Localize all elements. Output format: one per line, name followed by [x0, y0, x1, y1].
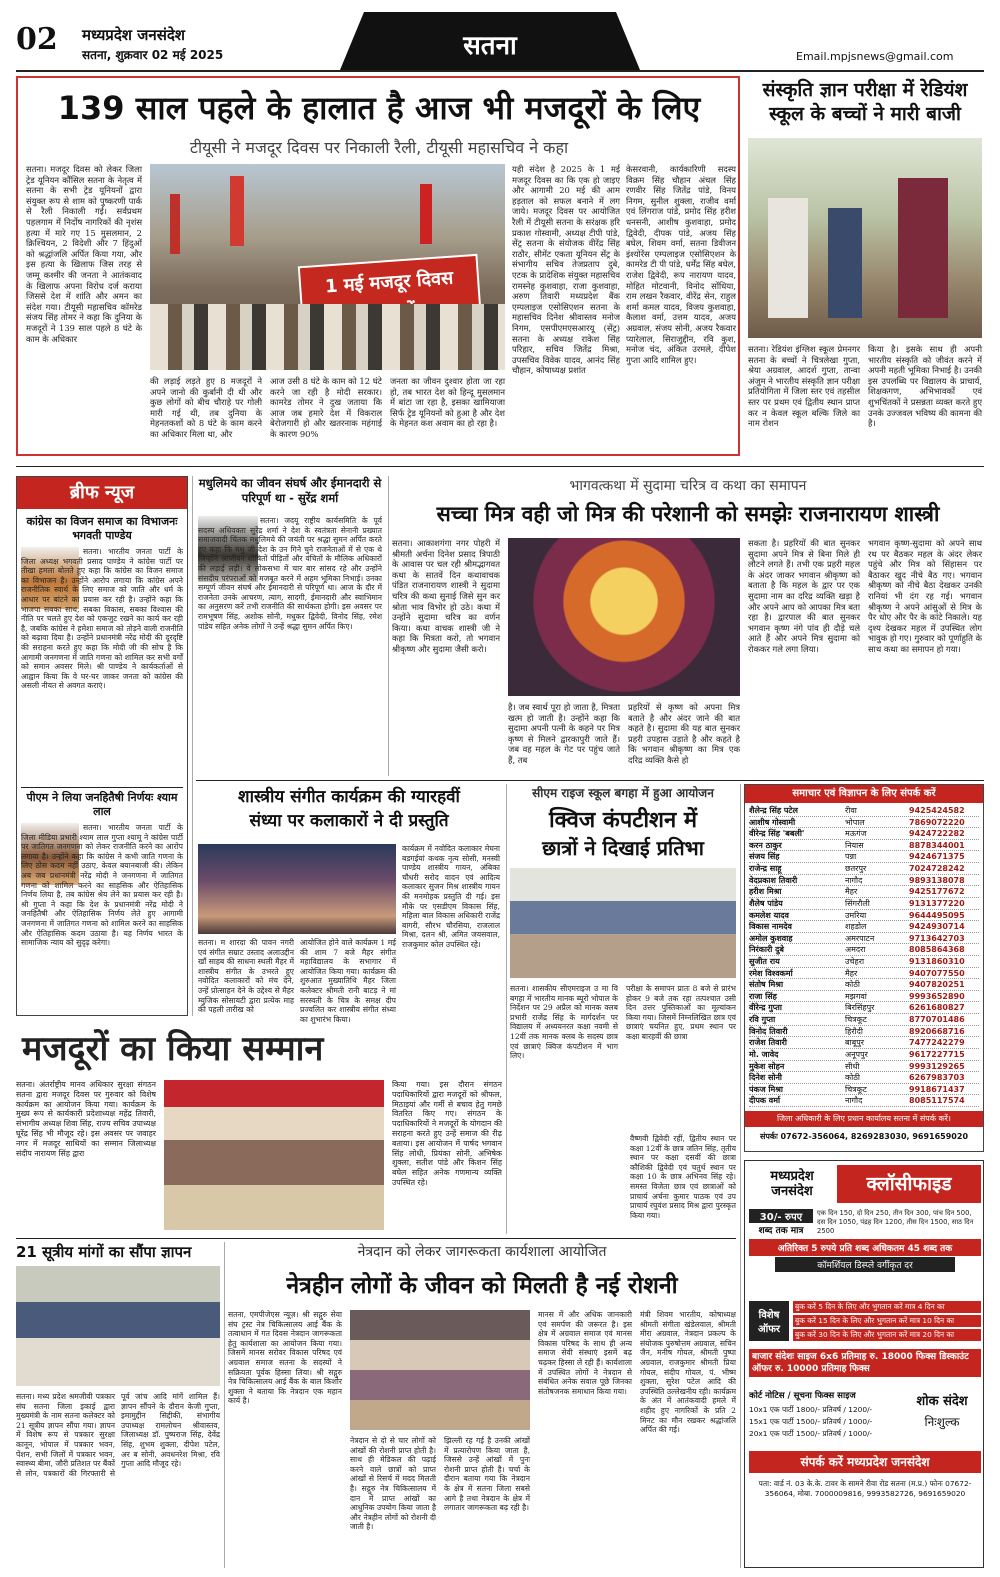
concert-col3: कार्यक्रम में नवोदित कलाकार मेघना बडगईयां कथक नृत्य सोसी, मनस्वी पाण्डेय शास्त्रीय गायन, अंबिका चौधरी सरोद वादन एवं आदित्य कलाकार सुजन मिश्र शास्त्रीय गायन की मनमोहक प्रस्तुति दी गई। इस मौके पर एसडीएम विकास सिंह, महिला बाल विकास अधिकारी राजेंद्र बागरी, सौरभ चौरसिया, राजलाल मिश्रा, दलन श्री, अमित जयसवाल, राजकुमार कोल उपस्थित रहे। — [402, 844, 500, 949]
masthead — [0, 0, 1000, 72]
rate-sub: शब्द तक मात्र — [758, 1226, 804, 1236]
madhu-headline: मधुलिमये का जीवन संघर्ष और ईमानदारी से परिपूर्ण था - सुरेंद्र शर्मा — [198, 476, 382, 505]
cmrise-col2: परीक्षा के समापन प्रातः 8 बजे से प्रारंभ होकर 9 बजे तक रहा तत्पश्चात उसी दिन उत्तर पुस्तिकाओं का मूल्यांकन किया गया। जिसमें निम्नलिखित छात्र एवं छात्राएं चयनित हुए, प्रथम स्थान पर कक्षा बारहवीं की छात्रा — [626, 984, 736, 1041]
cmrise-headline-1: क्विज कंपटीशन में — [548, 808, 698, 833]
contact-name: निरंकारी दुबे — [749, 945, 784, 955]
brief-label: ब्रीफ न्यूज — [17, 477, 187, 509]
contact-row — [749, 817, 979, 829]
bhagwat-story — [392, 476, 984, 776]
contact-city: अमरपाटन — [845, 933, 875, 943]
gyapan-headline: 21 सूत्रीय मांगों का सौंपा ज्ञापन — [16, 1243, 192, 1261]
classified-address: पता: वार्ड नं. 03 के.के. टावर के सामने रीवा रोड सतना (म.प्र.) फोनः 07672-356064, मोबा. 7000009816, 9993582726, 9691659020 — [758, 1479, 972, 1498]
brief1-text: सतना। भारतीय जनता पार्टी के जिला अध्यक्ष भगवती प्रसाद पाण्डेय ने कांग्रेस पार्टी पर तीखा हमला बोलते हुए कहा कि कांग्रेस का विजन समाज का विभाजन है। उन्होंने आरोप लगाया कि कांग्रेस अपने राजनीतिक स्वार्थ के लिए समाज को जाति और धर्म के आधार पर बांटने का प्रयास कर रही है। उन्होंने कहा कि भाजपा सबका साथ, सबका विकास, सबका विश्वास की नीति पर चलते हुए देश को एकजुट रखने का कार्य कर रही है, जबकि कांग्रेस ने हमेशा समाज को तोड़ने वाली राजनीति को बढ़ावा दिया है। उन्होंने प्रधानमंत्री नरेंद्र मोदी की दूरदृष्टि की सराहना करते हुए कहा कि मोदी जी की सोच है कि आगामी जनगणना में जाति गणना को शामिल कर सभी वर्गों को समान अवसर मिले। श्री पाण्डेय ने कार्यकर्ताओं से आह्वान किया कि वे घर-घर जाकर जनता को कांग्रेस की असली नीयत से अवगत कराएं। — [21, 547, 183, 691]
contact-name: वीरेन्द्र गुप्ता — [749, 1003, 782, 1013]
contact-phone: 9644495095 — [909, 910, 965, 920]
contact-phone: 6267983703 — [909, 1073, 965, 1083]
concert-story — [196, 784, 502, 1024]
contact-city: कोठी — [845, 1073, 860, 1083]
gyapan-text: सतना। मध्य प्रदेश श्रमजीवी पत्रकार संघ सतना जिला इकाई द्वारा मुख्यमंत्री के नाम सतना कलेक्टर को 21 सूत्रीय ज्ञापन सौंपा गया। ज्ञापन में विशेष रूप से पत्रकार सुरक्षा कानून, भोपाल में पत्रकार भवन, पेंशन, सभी जिलों में पत्रकार भवन, स्वास्थ्य बीमा, जौरी प्रतिशत पर बैंकों से लोन, पत्रकारों की गिरफ्तारी से पूर्व जांच आदि मांगें शामिल हैं। ज्ञापन सौंपने के दौरान केजी गुप्ता, इमामुद्दीन सिद्दीकी, संभागीय उपाध्यक्ष रामलोचन श्रीवास्तव, जिलाध्यक्ष डॉ. पुष्पराज सिंह, देवेंद्र सिंह, शुभम शुक्ला, दीपेश पटेल, अर ब सोनी, अवधनरेश मिश्रा, रवि गुप्ता आदि मौजूद रहे। — [16, 1392, 220, 1478]
classified-box — [744, 1160, 984, 1568]
offer-line-3: बुक करें 30 दिन के लिए और भुगतान करें मात्र 20 दिन का — [793, 1329, 981, 1341]
classified-brand: मध्यप्रदेश जनसंदेश — [770, 1169, 814, 1199]
contact-city: उचेहरा — [845, 957, 865, 966]
eye-photo — [350, 1310, 530, 1430]
labour-photo — [164, 1080, 384, 1230]
lead-col2: की लड़ाई लड़ते हुए 8 मजदूरों ने अपने जानो की कुर्बानी दी थी और कुछ लोगों को बीच चौराहे पर गोली मारी गई थी, तब दुनिया के मेहनतकशों को 8 घंटे के काम करने का अधिकार मिला था, और — [150, 376, 262, 439]
contact-name: हरीश मिश्रा — [749, 887, 782, 897]
contact-phone: 9407820251 — [909, 980, 965, 990]
contact-city: नागौद — [845, 1096, 863, 1106]
labour-col1: सतना। अंतर्राष्ट्रीय मानव अधिकार सुरक्षा संगठन सतना द्वारा मजदूर दिवस पर गुरुवार को विशेष कार्यक्रम का आयोजन किया गया। कार्यक्रम के मुख्य रूप से कार्यकारी प्रदेशाध्यक्ष महेंद्र तिवारी, संभागीय अध्यक्ष शिवा सिंह, राज्य सचिव उपाध्यक्ष घूरेंद्र सिंह भी मौजूद रहे। इस अवसर पर जवाहर नगर में मजदूर साथियों का सम्मान जिलाध्यक्ष संदीप नारायण सिंह द्वारा — [16, 1080, 156, 1158]
cmrise-col-continued — [510, 1134, 622, 1230]
contact-name: आशीष गोस्वामी — [749, 817, 796, 827]
contact-city: चित्रकूट — [845, 1015, 867, 1025]
contact-name: विनोद तिवारी — [749, 1026, 788, 1036]
lead-headline: 139 साल पहले के हालात है आज भी मजदूरों के लिए — [57, 89, 701, 127]
contact-name: संजय सिंह — [749, 852, 780, 862]
contact-row — [749, 956, 979, 968]
eye-col2: नेत्रदान से दो से चार लोगों को आंखों की रोशनी प्राप्त होती है। साथ ही मेडिकल की पढ़ाई करने वाले छात्रों को प्राप्त आंखों से रिसर्च में मदद मिलती है। सद्गुरु नेत्र चिकित्सालय में दान में प्राप्त आंखों का आधुनिक उपयोग किया जाता है और नेत्रहीन लोगों को रोशनी दी जाती है। — [350, 1436, 436, 1532]
contact-phone: 9893138078 — [909, 875, 965, 885]
contact-name: रमेश विश्वकर्मा — [749, 968, 793, 978]
eye-headline: नेत्रहीन लोगों के जीवन को मिलती है नई रोशनी — [286, 1273, 678, 1299]
contact-city: मझगवां — [845, 991, 867, 1001]
contact-phone: 9993129265 — [909, 1061, 965, 1071]
offer-line-2: बुक करें 15 दिन के लिए और भुगतान करें मात्र 10 दिन का — [793, 1315, 981, 1327]
contact-row — [749, 1014, 979, 1026]
lead-col6: केसरवानी, कार्यकारिणी सदस्य विक्रम सिंह चौहान अंचल सिंह रणवीर सिंह जितेंद्र पांडे, विनय निगम, सुनील शुक्ला, राजीव वर्मा एवं लिंगराज पांडे, प्रमोद सिंह हरीश धनसनी, आशीष कुशवाहा, प्रमोद द्विवेदी, दीपक पांडे, अजय सिंह बघेल, शिवम वर्मा, सतना डिवीजन इंश्योरेंस एम्पलाइज एसोसिएशन के कामरेड टी पी पांडे, धर्मेंद्र सिंह बघेल, राजेश द्विवेदी, रूप नारायण यादव, मोहित मोटवानी, विनोद सोंधिया, राम लखन रैकवार, वीरेंद्र सेन, राहुल शर्मा कमल यादव, विजय कुशवाहा, कैलाश वर्मा, उत्तम यादव, अजय अग्रवाल, संजय सोनी, अजय रैकवार प्यारेलाल, सिराजुद्दीन, रवि कुश, मनोज चंद, अंकित उरमले, दीपेश गुप्ता आदि शामिल हुए। — [626, 164, 736, 365]
contact-row — [749, 1049, 979, 1061]
contact-name: वेदप्रकाश तिवारी — [749, 875, 798, 885]
contact-city: नियास — [845, 840, 864, 850]
contact-name: संतोष मिश्रा — [749, 980, 784, 990]
contact-row — [749, 991, 979, 1003]
contact-row — [749, 898, 979, 910]
contact-city: कोठी — [845, 980, 860, 990]
contact-phone: 8770701486 — [909, 1015, 965, 1025]
contact-city: मैहर — [845, 968, 858, 978]
court-line-2: 15x1 एक पार्टी 1500/- प्रतिवर्ष / 1000/- — [749, 1417, 873, 1426]
contact-name: शैलेन्द्र सिंह पटेल — [749, 806, 798, 815]
contact-name: राजेन्द्र साहू — [749, 864, 782, 874]
contact-row — [749, 1072, 979, 1084]
contact-phone: 9131860310 — [909, 957, 965, 966]
contact-row — [749, 875, 979, 887]
cmrise-col3: वैष्णवी द्विवेदी रहीं, द्वितीय स्थान पर कक्षा 12वीं के छात्र जतिन सिंह, तृतीय स्थान पर कक्षा दसवीं की छात्रा कौशिकी द्विवेदी एवं चतुर्थ स्थान पर कक्षा 10 के छात्र अभिनव सिंह रहे। समस्त विजेता छात्र एवं छात्राओं को प्राचार्य अर्चना कुमार पाठक एवं उप प्राचार्य रघुवंश प्रसाद मिश्र द्वारा पुरस्कृत किया गया। — [630, 1134, 736, 1220]
lead-col3: आज उसी 8 घंटे के काम को 12 घंटे करने जा रही है मोदी सरकार। कामरेड तोमर ने दुख जताया कि आज जब हमारे देश में विकराल बेरोजगारी हो और खतरनाक महंगाई के कारण 90% — [270, 376, 382, 439]
contact-row — [749, 933, 979, 945]
school-col1: सतना। रेडियंश इंग्लिश स्कूल प्रेमनगर सतना के बच्चों ने चित्रलेखा गुप्ता, श्रेया अग्रवाल, आदर्श गुप्ता, तान्वा अंजुम ने भारतीय संस्कृति ज्ञान परीक्षा प्रतियोगिता में जिला स्तर एवं तहसील स्तर पर प्रथम एवं द्वितीय स्थान प्राप्त कर न केवल स्कूल बल्कि जिले का नाम रोशन — [748, 344, 860, 429]
gyapan-story — [16, 1242, 220, 1568]
contact-row — [749, 944, 979, 956]
contact-row — [749, 886, 979, 898]
contact-phone: 7869072220 — [909, 817, 965, 827]
labour-col2: किया गया। इस दौरान संगठन पदाधिकारियों द्वारा मजदूरों को श्रीफल, मिठाइयां और गर्मी से बचाव हेतु गमछे वितरित किए गए। संगठन के पदाधिकारियों ने मजदूरों के योगदान की सराहना करते हुए उन्हें समाज की रीढ़ बताया। इस आयोजन में पार्षद भगवान सिंह लोधी, प्रियंका सोनी, अभिषेक शुक्ला, सतीश पांडे और किशन सिंह बघेल सहित अनेक गणमान्य व्यक्ति उपस्थित रहे। — [392, 1080, 502, 1187]
offer-label: विशेष ऑफर — [749, 1301, 789, 1341]
contacts-phone: संपर्कः 07672-356064, 8269283030, 9691659020 — [759, 1132, 969, 1141]
contact-city: अनूपपुर — [845, 1049, 868, 1059]
lead-subhead: टीयूसी ने मजदूर दिवस पर निकाली रैली, टीयूसी महासचिव ने कहा — [189, 138, 569, 157]
cmrise-headline-2: छात्रों ने दिखाई प्रतिभा — [542, 836, 704, 860]
extra-words: अतिरिक्त 5 रुपये प्रति शब्द अधिकतम 45 शब्द तक — [749, 1239, 981, 1256]
school-headline: संस्कृति ज्ञान परीक्षा में रेडियंश स्कूल के बच्चों ने मारी बाजी — [762, 79, 968, 125]
contact-city: बाबूपुर — [845, 1038, 865, 1048]
bazar-sandesh: बाजार संदेशः साइज 6x6 प्रतिमाह रु. 18000 फिक्स डिस्काउंट ऑफर रु. 10000 प्रतिमाह फिक्स — [749, 1349, 981, 1377]
contacts-footnote: जिला अधिकारी के लिए प्रधान कार्यालय सतना में संपर्क करें। — [745, 1111, 983, 1127]
contact-name: मुकेश सोहन — [749, 1061, 785, 1071]
contact-name: सुजीत राय — [749, 957, 780, 966]
contact-phone: 7024728242 — [909, 864, 965, 874]
madhu-text: सतना। जदयू राष्ट्रीय कार्यसमिति के पूर्व सदस्य अधिवक्ता सुरेंद्र शर्मा ने देश के स्वतंत्रता सेनानी प्रख्यात समाजवादी चिंतक मधुलिमये की जयंती पर श्रद्धा सुमन अर्पित करते हुए कहा कि मधु जी देश के उन गिने चुने राजनेताओं में से एक थे जिन्होंने आजीवन शोषितों पीड़ितों और वंचितों के मौलिक अधिकारों की लड़ाई लड़ी। वे लोकसभा में चार बार सांसद रहे और उन्होंने संसदीय परंपराओं को मजबूत करने में अहम भूमिका निभाई। उनका सम्पूर्ण जीवन संघर्ष और ईमानदारी से परिपूर्ण था। आज के दौर में राजनेता उनके आचरण, त्याग, सादगी, ईमानदारी और स्वाभिमान का अनुसरण करें तभी राजनीति की सार्थकता होगी। इस अवसर पर रामभूषण सिंह, अशोक सोनी, मधुकर द्विवेदी, विनोद सिंह, रमेश पांडेय सहित अनेक लोगों ने उन्हें श्रद्धा सुमन अर्पित किए। — [198, 516, 382, 631]
contact-phone: 9713642703 — [909, 933, 965, 943]
lead-col5: यही संदेश है 2025 के 1 मई मजदूर दिवस का कि एक हो जाइए और आगामी 20 मई की आम हड़ताल को सफल बनाने में लग जाये। मजदूर दिवस पर आयोजित रैली में टीयूसी सतना के सरंक्षक हरि प्रकाश गोस्वामी, अध्यक्ष टीपी पांडे, सेंट्र सतना के संयोजक वीरेंद्र सिंह राठौर, सीमेंट एकता यूनियन सेंट्र के संभागीय सचिव तेजप्रताप दुबे, एटक के प्रादेशिक संयुक्त महासचिव रामस्नेह कुशवाहा, राजा कुशवाहा, अरुण तिवारी मध्यप्रदेश बैंक एम्पलाइज एसोसिएशन सतना के महासचिव दिनेश श्रीवास्तव मनोज निगम, एसपीएमएसआरयू (सेंट्र) सतना के अध्यक्ष राकेश सिंह परिहार, सचिव जितेंद्र मिश्रा, उपसचिव विवेक यादव, आनंद सिंह चौहान, कोषाध्यक्ष प्रशांत — [512, 164, 620, 376]
contacts-title: समाचार एवं विज्ञापन के लिए संपर्क करें — [745, 785, 983, 803]
bhagwat-col2: है। जब स्वार्थ पूरा हो जाता है, मित्रता खत्म हो जाती है। उन्होंने कहा कि सुदामा अपनी पत्नी के कहने पर मित्र कृष्ण से मिलने द्वारकापुरी जाते हैं। जब वह महल के गेट पर पहुंच जाते हैं, तब — [508, 702, 620, 765]
contact-city: पन्ना — [845, 852, 857, 862]
contact-row — [749, 1084, 979, 1096]
lead-story — [16, 76, 740, 456]
contact-row — [749, 1061, 979, 1073]
bhagwat-col3: प्रहरियों से कृष्ण को अपना मित्र बताते है और अंदर जाने की बात कहते है। सुदामा की यह बात सुनकर प्रहरी उपहास उड़ाते है और कहते है कि भगवान श्रीकृष्ण का मित्र एक दरिद्र व्यक्ति कैसे हो — [628, 702, 740, 765]
contact-row — [749, 1026, 979, 1038]
contact-row — [749, 1002, 979, 1014]
brief1-headline: कांग्रेस का विजन समाज का विभाजनः भगवती पाण्डेय — [26, 515, 178, 542]
contact-label: संपर्क करें — [800, 1455, 843, 1469]
contact-row — [749, 968, 979, 980]
cmrise-col1: सतना। शासकीय सीएमराइज उ मा वि बगहा में भारतीय मानक ब्यूरो भोपाल के निर्देशन पर 29 अप्रैल को मानक क्लब प्रभारी राजेंद्र सिंह के मार्गदर्शन पर विद्यालय में अध्ययनरत कक्षा नवमी से 12वीं तक मानक क्लब के सदस्य छात्र एवं छात्राएं क्विज कंपटीशन में भाग लिए। — [510, 984, 618, 1061]
contact-city: रीवा — [845, 806, 857, 815]
contact-city: उमरिया — [845, 910, 867, 920]
cmrise-overline: सीएम राइज स्कूल बगहा में हुआ आयोजन — [532, 786, 714, 800]
contact-name: रवि गुप्ता — [749, 1015, 776, 1025]
eye-col1: सतना, एमपीजेएस न्यूज़। श्री सद्गुरु सेवा संघ ट्रस्ट नेत्र चिकित्सालय आई बैंक के तत्वाधान में गत दिवस नेत्रदान जागरूकता हेतु कार्यशाला का आयोजन किया गया। जिसमें मानस सरोवर विकास परिषद एवं अग्रवाल समाज सतना के सदस्यों ने सक्रियता पूर्वक हिस्सा लिया। श्री सद्गुरु नेत्र चिकित्सालय आई बैंक के बाल किशोर शुक्ला ने बताया कि नेत्रदान एक महान कार्य है। — [228, 1310, 342, 1406]
contact-city: सीधी — [845, 1061, 860, 1071]
contact-phone: 8920668716 — [909, 1026, 965, 1036]
concert-photo — [198, 844, 396, 934]
eye-story — [228, 1242, 736, 1568]
concert-col2: आयोजित होने वाले कार्यक्रम 1 मई की शाम 7 बजे मैहर संगीत महाविद्यालय के सभागार में आयोजित किया गया। कार्यक्रम की शुरुआत मुख्यातिथि मैहर जिला कलेक्टर श्रीमती रानी बाटड़ ने मां सरस्वती के चित्र के समक्ष दीप प्रज्वलित कर शास्त्रीय संगीत संध्या का शुभारंभ किया। — [300, 938, 396, 1024]
contact-city: भोपाल — [845, 817, 865, 827]
lead-col1: सतना। मजदूर दिवस को लेकर जिला ट्रेड यूनियन कौंसिल सतना के नेतृत्व में सतना के सभी ट्रेड यूनियनों द्वारा संयुक्त रूप से शाम को पुष्करणी पार्क से रैली निकाली गई। सर्वप्रथम पहलगाम में निर्दोष नागरिकों की नृशंस हत्या में मारे गए 15 मुसलमान, 2 क्रिश्चियन, 2 विदेशी और 7 हिंदुओं को श्रद्धांजलि अर्पित किया गया, और इस हत्या के खिलाफ जिस तरह से जम्मू कश्मीर की जनता ने आतंकवाद के खिलाफ अपना विरोध दर्ज कराया जिससे देश में शांति और अमन का संदेश गया। टीयूसी महासचिव कॉमरेड संजय सिंह तोमर ने कहा कि दुनिया के मजदूरों ने 139 साल पहले 8 घंटे के काम के अधिकार — [26, 164, 142, 344]
contact-city: अमदरा — [845, 945, 866, 955]
court-line-1: 10x1 एक पार्टी 1800/- प्रतिवर्ष / 1200/- — [749, 1405, 873, 1414]
contact-name: दिनेश सोनी — [749, 1073, 782, 1083]
court-line-3: 20x1 एक पार्टी 1500/- प्रतिवर्ष / 1000/- — [749, 1429, 873, 1438]
concert-headline-1: शास्त्रीय संगीत कार्यक्रम की ग्यारहवीं — [238, 787, 460, 807]
contact-name: अमोल कुशवाह — [749, 933, 793, 943]
bhagwat-col4: सकता है। प्रहरियों की बात सुनकर सुदामा अपने मित्र से बिना मिले ही लौटने लगते हैं। तभी एक प्रहरी महल के अंदर जाकर भगवान श्रीकृष्ण को बताता है कि महल के द्वार पर एक सुदामा नाम का दरिद्र व्यक्ति खड़ा है और अपने आप को आपका मित्र बता रहा है। द्वारपाल की बात सुनकर भगवान कृष्ण नंगे पांव ही दौड़े चले आते हैं और अपने मित्र सुदामा को रोककर गले लगा लिया। — [748, 538, 860, 654]
contact-row — [749, 805, 979, 817]
contact-name: राजा सिंह — [749, 991, 777, 1001]
contact-phone: 8085117574 — [909, 1096, 965, 1106]
contact-name: मो. जावेद — [749, 1049, 779, 1059]
contact-phone: 8878344001 — [909, 840, 965, 850]
contact-city: हिरौदी — [845, 1026, 863, 1036]
katha-photo — [508, 538, 740, 696]
classified-contact — [749, 1451, 981, 1473]
brief2-text: सतना। भारतीय जनता पार्टी के जिला मीडिया प्रभारी श्याम लाल गुप्ता श्यामू ने कांग्रेस पार्टी पर जातिगत जनगणना को लेकर राजनीति करने का आरोप लगाया है। उन्होंने कहा कि कांग्रेस ने कभी जाति गणना के लिए ठोस कदम नहीं उठाए, केवल बयानबाजी की। लेकिन अब जब प्रधानमंत्री नरेंद्र मोदी ने जनगणना में जातिगत गणना को शामिल करने का साहसिक और ऐतिहासिक निर्णय लिया है, तब कांग्रेस श्रेय लेने का प्रयास कर रही है। श्री गुप्ता ने कहा कि देश के प्रधानमंत्री नरेंद्र मोदी ने जनहितैषी और ऐतिहासिक निर्णय लेते हुए आगामी जनगणना में जातिगत गणना को शामिल करने का साहसिक और ऐतिहासिक कदम उठाया है। यह निर्णय भारत के सामाजिक न्याय को सुदृढ़ करेगा। — [21, 823, 183, 948]
offer-line-1: बुक करें 5 दिन के लिए और भुगतान करें मात्र 4 दिन का — [793, 1301, 981, 1313]
contact-phone: 9424671375 — [909, 852, 965, 862]
banner-line-1: 1 मई मजदूर दिवस — [324, 267, 454, 298]
contact-row — [749, 828, 979, 840]
contact-row — [749, 851, 979, 863]
court-notice: कोर्ट नोटिस / सूचना फिक्स साइज — [749, 1391, 856, 1401]
contact-city: बिरसिंहपुर — [845, 1003, 875, 1013]
contact-name: मध्यप्रदेश जनसंदेश — [847, 1455, 930, 1469]
contact-city: नागौद — [845, 875, 863, 885]
quiz-photo — [510, 868, 736, 978]
contact-name: वीरेन्द्र सिंह 'बबली' — [749, 829, 805, 839]
contact-row — [749, 863, 979, 875]
contact-phone: 9425177672 — [909, 887, 965, 897]
cmrise-story — [510, 784, 736, 1134]
labour-headline: मजदूरों का किया सम्मान — [22, 1029, 324, 1069]
labour-story — [16, 1024, 502, 1234]
classified-title: क्लॉसीफाइड — [837, 1165, 981, 1203]
contacts-box — [744, 784, 984, 1152]
contact-phone: 6261680827 — [909, 1003, 965, 1013]
contact-row — [749, 921, 979, 933]
contact-row — [749, 1095, 979, 1107]
eye-col5: मंत्री शिवम भारतीय, कोषाध्यक्ष श्रीमती संगीता खंडेलवाल, श्रीमती मीरा अग्रवाल, नेत्रदान प्रकल्प के संयोजक पुरुषोत्तम अग्रवाल, सचिन जैन, मनीष गोयल, श्रीमती पुष्पा अग्रवाल, राजकुमार श्रीमती प्रिया गोयल, संदीप गोयल, पं. भीष्म शुक्ला, सुरेश पटेल आदि की उपस्थिति उल्लेखनीय रही। कार्यक्रम के अंत में आतंकवादी हमले में शहीद हुए नागरिकों के प्रति 2 मिनट का मौन रखकर श्रद्धांजलि अर्पित की गई। — [640, 1310, 736, 1435]
contact-name: दीपक वर्मा — [749, 1096, 781, 1106]
contact-phone: 9993652890 — [909, 991, 965, 1001]
section-name: सतना — [463, 31, 517, 61]
rate-text: एक दिन 150, दो दिन 250, तीन दिन 300, पांच दिन 500, दस दिन 1050, पंद्रह दिन 1200, तीस दिन 1500, साठ दिन 2500 — [817, 1209, 974, 1235]
brief2-headline: पीएम ने लिया जनहितैषी निर्णयः श्याम लाल — [26, 791, 178, 818]
contact-city: मऊगंज — [845, 829, 867, 839]
eye-col3: झिल्ली रह गई है उनकी आंखों में प्रत्यारोपण किया जाता है, जिससे उन्हें आंखों में पुनः रोशनी प्राप्त होती है। चर्चा के दौरान बताया गया कि नेत्रदान के क्षेत्र में सतना जिला सबसे आगे है तथा नेत्रदान के क्षेत्र में लगातार जागरूकता बढ़ रही है। — [444, 1436, 530, 1513]
contact-phone: 7477242279 — [909, 1038, 965, 1048]
email: Email.mpjsnews@gmail.com — [796, 50, 954, 63]
contact-row — [749, 979, 979, 991]
contact-name: पंकज मिश्रा — [749, 1084, 784, 1094]
contact-row — [749, 910, 979, 922]
contact-row — [749, 840, 979, 852]
gyapan-photo — [16, 1266, 220, 1386]
rate-label: 30/- रुपए — [749, 1209, 813, 1223]
contact-phone: 8085864368 — [909, 945, 965, 955]
contact-name: राजेश तिवारी — [749, 1038, 788, 1048]
contact-city: चित्रकूट — [845, 1084, 867, 1094]
bhagwat-overline: भागवत्कथा में सुदामा चरित्र व कथा का समापन — [569, 478, 807, 494]
page-number: 02 — [16, 22, 58, 57]
lead-col4: जनता का जीवन दुश्वार होता जा रहा हो, तब भारत देश को हिन्दू मुसलमान में बांटा जा रहा है, इसका खामियाजा सिर्फ ट्रेड यूनियनों को हुआ है और देश के मेहनत कश अवाम का हो रहा है। — [390, 376, 505, 429]
paper-name: मध्यप्रदेश जनसंदेश — [82, 26, 185, 44]
shok-free: निःशुल्क — [924, 1415, 960, 1429]
madhu-story — [196, 476, 384, 776]
bhagwat-col1: सतना। आकाशगंगा नगर पोहरी में श्रीमती अर्चना दिनेश प्रसाद त्रिपाठी के आवास पर चल रही श्रीमद्भागवत कथा के सातवें दिन कथावाचक पंडित राजनारायण शास्त्री ने सुदामा चरित्र की कथा सुनाई जिसे सुन कर श्रोता भाव विभोर हो उठे। कथा में उन्होंने सुदामा चरित्र का वर्णन किया। कथा वाचक शास्त्री जी ने कहा कि मित्रता करो, तो भगवान श्रीकृष्ण और सुदामा जैसी करो। — [392, 538, 500, 654]
contact-city: शहडोल — [845, 922, 867, 932]
contact-city: छतरपुर — [845, 864, 867, 874]
contact-name: शैलेष पांडेय — [749, 898, 783, 908]
contact-city: मैहर — [845, 887, 858, 897]
dateline: सतना, शुक्रवार 02 मई 2025 — [82, 48, 224, 62]
brief-news — [16, 476, 188, 1016]
commercial-rates: कॉमर्शियल डिस्प्ले वर्गीकृत दर — [775, 1257, 955, 1272]
contact-city: सिंगरौली — [845, 898, 870, 908]
shok-sandesh: शोक संदेश — [916, 1394, 968, 1409]
contact-phone: 9918671437 — [909, 1084, 965, 1094]
school-story — [746, 76, 984, 456]
contact-phone: 9424930714 — [909, 922, 965, 932]
bhagwat-headline: सच्चा मित्र वही जो मित्र की परेशानी को समझेः राजनारायण शास्त्री — [436, 502, 940, 526]
contact-name: करन ठाकुर — [749, 840, 782, 850]
school-col2: किया है। इसके साथ ही अपनी भारतीय संस्कृति को जीवंत करने में अपनी महती भूमिका निभाई है। उनकी इस उपलब्धि पर विद्यालय के प्राचार्य, शिक्षकगण, अभिभावकों एवं शुभचिंतकों ने प्रसन्नता व्यक्त करते हुए उनके उज्जवल भविष्य की कामना की है। — [868, 344, 982, 429]
contact-name: कमलेश यादव — [749, 910, 789, 920]
bhagwat-col5: भगवान कृष्ण-सुदामा को अपने साथ रथ पर बैठकर महल के अंदर लेकर पहुंचे और मित्र को सिंहासन पर बैठाकर खुद नीचे बैठ गए। भगवान श्रीकृष्ण को नीचे बैठा देखकर उनकी रानियां भी दंग रह गई। भगवान श्रीकृष्ण ने अपने आंसुओं से मित्र के पैर धोए और पैर के कांटे निकाले। यह दृश्य देखकर महल में उपस्थित लोग भावुक हो गए। गुरुवार को पूर्णाहुति के साथ कथा का समापन हो गया। — [868, 538, 982, 654]
contact-phone: 9131377220 — [909, 898, 965, 908]
eye-overline: नेत्रदान को लेकर जागरूकता कार्यशाला आयोजित — [357, 1244, 607, 1260]
contact-name: विकास नामदेव — [749, 922, 792, 932]
students-photo — [748, 138, 982, 338]
contact-row — [749, 1037, 979, 1049]
contact-phone: 9425424582 — [909, 806, 965, 815]
contact-phone: 9424722282 — [909, 829, 965, 839]
eye-col4: मानस में और अधिक जानकारी एवं समर्पण की जरूरत है। इस क्षेत्र में अग्रवाल समाज एवं मानस विकास परिषद के साथ ही अन्य समाज सेवी संस्थाएं इसमें बढ़ चढ़कर हिस्सा ले रही हैं। कार्यशाला में उपस्थित लोगों ने नेत्रदान से संबंधित अनेक सवाल पूछे जिनका संतोषजनक समाधान किया गया। — [538, 1310, 632, 1396]
contacts-table — [749, 805, 979, 1107]
contact-phone: 9617227715 — [909, 1049, 965, 1059]
contact-phone: 9407077550 — [909, 968, 965, 978]
rally-photo — [150, 164, 505, 370]
concert-col1: सतना। म शारदा की पावन नगरी एवं संगीत सम्राट उस्ताद अलाउद्दीन खाँ साहब की साधना स्थली मैहर में शास्त्रीय संगीत के उभरते हुए नवोदित कलाकारों को मंच देने, उन्हें प्रोत्साहन देने के उद्देश्य से मैहर म्युजिक सोसायटी द्वारा प्रत्येक माह की पहली तारीख को — [198, 938, 294, 1015]
concert-headline-2: संध्या पर कलाकारों ने दी प्रस्तुति — [249, 811, 449, 831]
